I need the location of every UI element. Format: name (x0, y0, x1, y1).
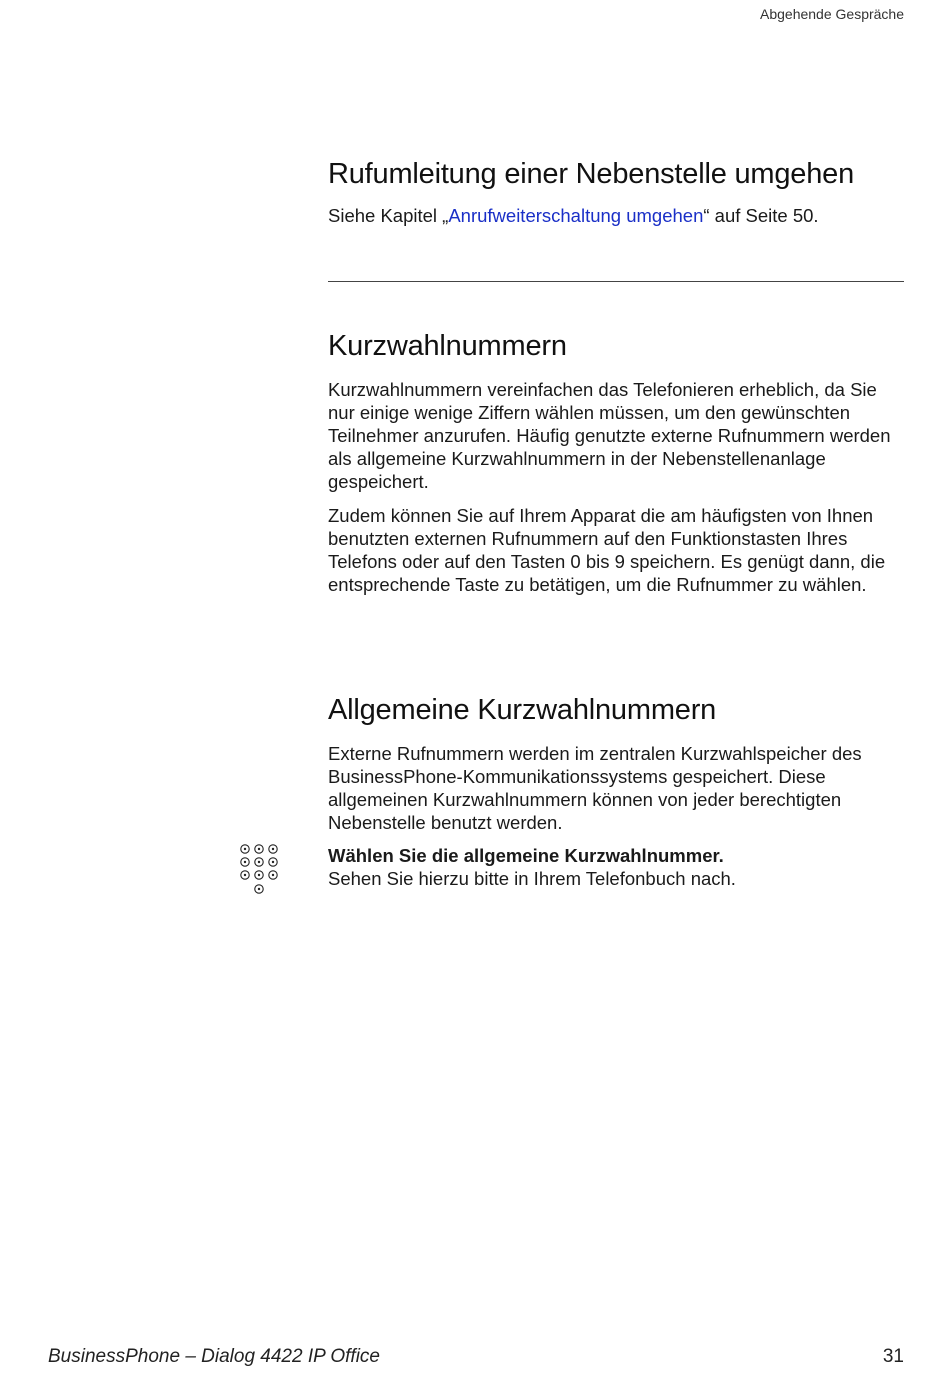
running-header: Abgehende Gespräche (760, 6, 904, 22)
section-speed-dial (328, 330, 904, 596)
paragraph: Kurzwahlnummern vereinfachen das Telefonieren erheblich, da Sie nur einige wenige Ziffern wählen müssen, um den gewünschten Teilnehmer anzurufen. Häufig genutzte externe Rufnummern werden als allgemeine Kurzwahlnummern in der Nebenstellenanlage gespeichert. (328, 379, 891, 492)
footer-title: BusinessPhone – Dialog 4422 IP Office (48, 1346, 380, 1367)
section-bypass (328, 158, 904, 227)
paragraph: Externe Rufnummern werden im zentralen Kurzwahlspeicher des BusinessPhone-Kommunikationssystems gespeichert. Diese allgemeinen Kurzwahlnummern können von jeder berechtigten Nebenstelle benutzt werden. (328, 743, 862, 833)
instruction-text: Wählen Sie die allgemeine Kurzwahlnummer. (328, 845, 724, 866)
keypad-icon (238, 842, 280, 898)
section-title: Rufumleitung einer Nebenstelle umgehen (328, 158, 855, 190)
section-title: Kurzwahlnummern (328, 330, 567, 362)
instruction (328, 844, 904, 890)
instruction-note: Sehen Sie hierzu bitte in Ihrem Telefonbuch nach. (328, 868, 736, 889)
paragraph: Zudem können Sie auf Ihrem Apparat die am häufigsten von Ihnen benutzten externen Rufnummern auf den Funktionstasten Ihres Telefons oder auf den Tasten 0 bis 9 speichern. Es genügt dann, die entsprechende Taste zu betätigen, um die Rufnummer zu wählen. (328, 505, 886, 595)
cross-reference: Siehe Kapitel „Anrufweiterschaltung umgehen“ auf Seite 50. (328, 205, 819, 226)
section-common-speed-dial (328, 694, 904, 890)
section-title: Allgemeine Kurzwahlnummern (328, 694, 717, 726)
page-number: 31 (882, 1346, 904, 1367)
section-divider (328, 281, 904, 282)
cross-reference-link[interactable]: Anrufweiterschaltung umgehen (448, 205, 704, 226)
